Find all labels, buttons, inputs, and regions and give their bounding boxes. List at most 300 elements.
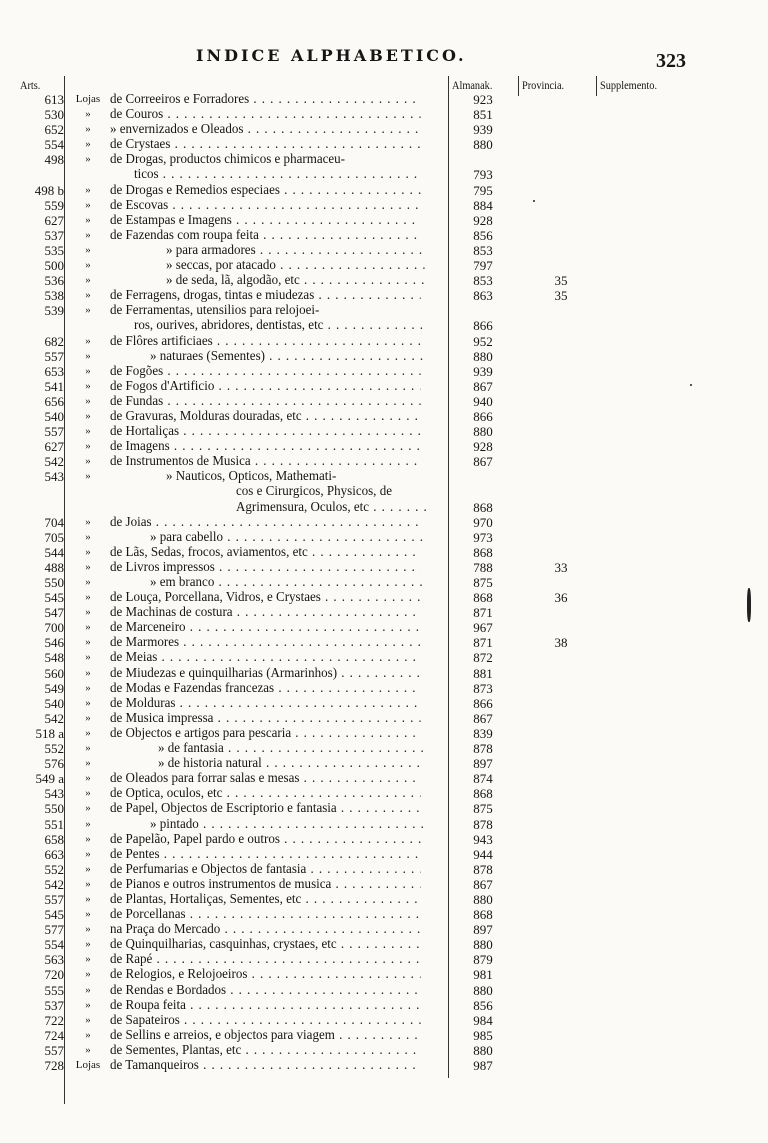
almanak-page: 944 [473, 846, 493, 862]
index-entry [0, 394, 768, 409]
almanak-page: 880 [473, 891, 493, 907]
ditto-mark: » [85, 923, 91, 936]
index-entry [0, 409, 768, 424]
almanak-page: 878 [473, 816, 493, 832]
entry-description: » para cabello . . . [150, 530, 423, 545]
article-number: 538 [44, 288, 64, 304]
index-entry [0, 560, 768, 575]
article-number: 544 [44, 544, 64, 560]
entry-description: de Roupa feita . . . [110, 998, 421, 1013]
entry-description: » de historia natural . . . [158, 756, 424, 771]
index-entry [0, 741, 768, 756]
article-number: 539 [44, 303, 64, 319]
article-number: 560 [44, 665, 64, 681]
entry-description: de Escovas . . . [110, 198, 421, 213]
entry-description: » Nauticos, Opticos, Mathemati- [166, 469, 337, 485]
ditto-mark: » [85, 183, 91, 196]
entry-description: de Livros impressos . . . [110, 560, 421, 575]
article-number: 536 [44, 273, 64, 289]
almanak-page: 788 [473, 559, 493, 575]
article-number: 518 a [35, 725, 64, 741]
ditto-mark: » [85, 560, 91, 573]
ditto-mark: » [85, 394, 91, 407]
article-number: 549 a [35, 771, 64, 787]
entry-description: de Optica, oculos, etc . . . [110, 786, 421, 801]
ditto-mark: » [85, 304, 91, 317]
index-entry [0, 484, 768, 499]
ditto-mark: » [85, 364, 91, 377]
ink-speck [533, 200, 535, 202]
almanak-page: 952 [473, 333, 493, 349]
entry-description: Agrimensura, Oculos, etc . . . [236, 500, 429, 515]
almanak-page: 880 [473, 424, 493, 440]
index-entry [0, 983, 768, 998]
article-number: 557 [44, 348, 64, 364]
ditto-mark: » [85, 153, 91, 166]
ditto-mark: » [85, 636, 91, 649]
almanak-page: 880 [473, 937, 493, 953]
article-number: 613 [44, 92, 64, 107]
provincia-page: 36 [554, 590, 568, 606]
index-entry [0, 726, 768, 741]
index-entry [0, 288, 768, 303]
index-entry [0, 258, 768, 273]
almanak-page: 881 [473, 665, 493, 681]
article-number: 540 [44, 695, 64, 711]
article-number: 549 [44, 680, 64, 696]
entry-description: de Marceneiro . . . [110, 620, 421, 635]
index-entry [0, 605, 768, 620]
ditto-mark: » [85, 938, 91, 951]
ditto-mark: » [85, 379, 91, 392]
article-number: 656 [44, 393, 64, 409]
ditto-mark: Lojas [75, 1059, 101, 1071]
ditto-mark: » [85, 409, 91, 422]
index-entry [0, 364, 768, 379]
almanak-page: 878 [473, 741, 493, 757]
almanak-page: 868 [473, 544, 493, 560]
article-number: 563 [44, 952, 64, 968]
almanak-page: 856 [473, 227, 493, 243]
article-number: 552 [44, 741, 64, 757]
ditto-mark: Lojas [75, 93, 101, 105]
article-number: 552 [44, 861, 64, 877]
entry-description: de Louça, Porcellana, Vidros, e Crystaes . . . [110, 590, 421, 605]
index-entry [0, 1013, 768, 1028]
entry-description: de Drogas, productos chimicos e pharmaceu- [110, 152, 346, 168]
entry-description: cos e Cirurgicos, Physicos, de [236, 484, 392, 500]
index-entry [0, 500, 768, 515]
entry-description: de Estampas e Imagens . . . [110, 213, 421, 228]
almanak-page: 973 [473, 529, 493, 545]
article-number: 653 [44, 363, 64, 379]
ink-speck [747, 588, 751, 622]
almanak-page: 795 [473, 182, 493, 198]
article-number: 627 [44, 439, 64, 455]
index-entries [0, 92, 768, 1073]
index-entry [0, 545, 768, 560]
article-number: 682 [44, 333, 64, 349]
almanak-page: 875 [473, 575, 493, 590]
ditto-mark: » [85, 576, 91, 588]
entry-description: de Ferragens, drogas, tintas e miudezas . . . [110, 288, 421, 303]
article-number: 541 [44, 378, 64, 394]
column-header-supplemento: Supplemento. [600, 78, 658, 92]
almanak-page: 868 [473, 907, 493, 923]
almanak-page: 875 [473, 801, 493, 817]
entry-description: de Miudezas e quinquilharias (Armarinhos) . . . [110, 666, 421, 681]
entry-description: de Hortaliças . . . [110, 424, 421, 439]
article-number: 498 b [34, 182, 64, 198]
ditto-mark: » [85, 998, 91, 1011]
entry-description: de Imagens . . . [110, 439, 421, 454]
entry-description: de Fazendas com roupa feita . . . [110, 228, 421, 243]
ditto-mark: » [85, 606, 91, 619]
entry-description: de Sellins e arreios, e objectos para viagem . . . [110, 1028, 421, 1043]
index-entry [0, 107, 768, 122]
article-number: 724 [44, 1027, 64, 1043]
entry-description: de Gravuras, Molduras douradas, etc . . . [110, 409, 421, 424]
provincia-page: 38 [554, 635, 568, 651]
column-header-provincia: Provincia. [522, 78, 565, 92]
entry-description: de Objectos e artigos para pescaria . . . [110, 726, 421, 741]
almanak-page: 866 [473, 408, 493, 424]
almanak-page: 984 [473, 1012, 493, 1028]
article-number: 557 [44, 424, 64, 440]
page-title: INDICE ALPHABETICO. [196, 46, 467, 65]
ditto-mark: » [85, 892, 91, 905]
ditto-mark: » [85, 742, 91, 755]
entry-description: de Modas e Fazendas francezas . . . [110, 681, 421, 696]
ditto-mark: » [85, 877, 91, 890]
entry-description: » envernizados e Oleados . . . [110, 122, 421, 137]
almanak-page: 880 [473, 137, 493, 153]
ditto-mark: » [85, 621, 91, 634]
almanak-page: 863 [473, 288, 493, 304]
index-entry [0, 862, 768, 877]
index-entry [0, 756, 768, 771]
ditto-mark: » [85, 832, 91, 845]
index-entry [0, 922, 768, 937]
ditto-mark: » [85, 757, 91, 770]
entry-description: de Pentes . . . [110, 847, 421, 862]
article-number: 559 [44, 197, 64, 213]
article-number: 554 [44, 137, 64, 153]
ditto-mark: » [85, 334, 91, 347]
ditto-mark: » [85, 817, 91, 830]
index-entry [0, 303, 768, 318]
index-entry [0, 937, 768, 952]
article-number: 530 [44, 107, 64, 123]
ditto-mark: » [85, 108, 91, 121]
almanak-page: 923 [473, 92, 493, 107]
entry-description: de Quinquilharias, casquinhas, crystaes, etc . . . [110, 937, 421, 952]
article-number: 555 [44, 982, 64, 998]
almanak-page: 879 [473, 952, 493, 968]
entry-description: de Sapateiros . . . [110, 1013, 421, 1028]
ditto-mark: » [85, 259, 91, 272]
almanak-page: 853 [473, 242, 493, 258]
ditto-mark: » [85, 1013, 91, 1026]
index-entry [0, 1043, 768, 1058]
article-number: 700 [44, 620, 64, 636]
almanak-page: 839 [473, 725, 493, 741]
almanak-page: 867 [473, 876, 493, 892]
entry-description: » de fantasia . . . [158, 741, 424, 756]
article-number: 488 [44, 559, 64, 575]
ditto-mark: » [85, 243, 91, 256]
index-entry [0, 786, 768, 801]
entry-description: de Oleados para forrar salas e mesas . . . [110, 771, 421, 786]
index-entry [0, 379, 768, 394]
ink-speck [690, 384, 692, 386]
index-entry [0, 590, 768, 605]
entry-description: de Porcellanas . . . [110, 907, 421, 922]
entry-description: de Drogas e Remedios especiaes . . . [110, 183, 421, 198]
article-number: 577 [44, 922, 64, 938]
index-entry [0, 1028, 768, 1043]
article-number: 704 [44, 514, 64, 530]
article-number: 535 [44, 242, 64, 258]
article-number: 652 [44, 122, 64, 138]
index-entry [0, 650, 768, 665]
index-entry [0, 967, 768, 982]
almanak-page: 866 [473, 318, 493, 334]
almanak-page: 939 [473, 122, 493, 138]
almanak-page: 868 [473, 590, 493, 606]
entry-description: de Ferramentas, utensilios para relojoei- [110, 303, 320, 319]
almanak-page: 867 [473, 454, 493, 470]
almanak-page: 874 [473, 771, 493, 787]
page-number: 323 [656, 50, 686, 72]
index-entry [0, 635, 768, 650]
entry-description: de Joias . . . [110, 515, 421, 530]
almanak-page: 880 [473, 348, 493, 364]
almanak-page: 866 [473, 695, 493, 711]
entry-description: de Musica impressa . . . [110, 711, 421, 726]
ditto-mark: » [85, 455, 91, 468]
almanak-page: 939 [473, 363, 493, 379]
entry-description: ros, ourives, abridores, dentistas, etc . . . [134, 318, 422, 333]
ditto-mark: » [85, 591, 91, 604]
ditto-mark: » [85, 274, 91, 287]
index-entry [0, 817, 768, 832]
article-number: 551 [44, 816, 64, 832]
ditto-mark: » [85, 847, 91, 860]
ditto-mark: » [85, 696, 91, 709]
index-entry [0, 711, 768, 726]
ditto-mark: » [85, 515, 91, 528]
entry-description: de Lãs, Sedas, frocos, aviamentos, etc . . . [110, 545, 421, 560]
index-entry [0, 696, 768, 711]
entry-description: de Flôres artificiaes . . . [110, 334, 421, 349]
almanak-page: 873 [473, 680, 493, 696]
ditto-mark: » [85, 470, 91, 483]
almanak-page: 793 [473, 167, 493, 183]
ditto-mark: » [85, 726, 91, 739]
ditto-mark: » [85, 908, 91, 921]
entry-description: de Plantas, Hortaliças, Sementes, etc . . . [110, 892, 421, 907]
almanak-page: 897 [473, 756, 493, 772]
article-number: 546 [44, 635, 64, 651]
article-number: 498 [44, 152, 64, 168]
index-entry [0, 952, 768, 967]
index-entry [0, 167, 768, 182]
entry-description: de Fundas . . . [110, 394, 421, 409]
ditto-mark: » [85, 651, 91, 664]
ditto-mark: » [85, 138, 91, 151]
ditto-mark: » [85, 213, 91, 226]
article-number: 543 [44, 469, 64, 485]
article-number: 545 [44, 907, 64, 923]
article-number: 542 [44, 876, 64, 892]
ditto-mark: » [85, 802, 91, 815]
article-number: 542 [44, 710, 64, 726]
ditto-mark: » [85, 349, 91, 362]
ditto-mark: » [85, 983, 91, 996]
almanak-page: 943 [473, 831, 493, 847]
almanak-page: 981 [473, 967, 493, 983]
almanak-page: 856 [473, 997, 493, 1013]
ditto-mark: » [85, 545, 91, 558]
almanak-page: 867 [473, 378, 493, 394]
index-entry [0, 228, 768, 243]
index-entry [0, 92, 768, 107]
article-number: 720 [44, 967, 64, 983]
article-number: 627 [44, 212, 64, 228]
article-number: 658 [44, 831, 64, 847]
entry-description: » pintado . . . [150, 817, 423, 832]
index-entry [0, 666, 768, 681]
ditto-mark: » [85, 1043, 91, 1056]
ditto-mark: » [85, 289, 91, 302]
almanak-page: 878 [473, 861, 493, 877]
article-number: 557 [44, 1042, 64, 1058]
article-number: 545 [44, 590, 64, 606]
index-entry [0, 681, 768, 696]
index-entry [0, 515, 768, 530]
entry-description: » em branco . . . [150, 575, 423, 590]
article-number: 537 [44, 997, 64, 1013]
index-entry [0, 575, 768, 590]
entry-description: de Couros . . . [110, 107, 421, 122]
entry-description: de Relogios, e Relojoeiros . . . [110, 967, 421, 982]
almanak-page: 940 [473, 393, 493, 409]
column-header-arts: Arts. [20, 78, 41, 92]
index-entry [0, 152, 768, 167]
article-number: 550 [44, 801, 64, 817]
article-number: 728 [44, 1058, 64, 1073]
entry-description: de Correeiros e Forradores . . . [110, 92, 421, 107]
entry-description: de Rendas e Bordados . . . [110, 983, 421, 998]
almanak-page: 897 [473, 922, 493, 938]
entry-description: na Praça do Mercado . . . [110, 922, 421, 937]
index-entry [0, 243, 768, 258]
provincia-page: 35 [554, 273, 568, 289]
provincia-page: 35 [554, 288, 568, 304]
ditto-mark: » [85, 1028, 91, 1041]
almanak-page: 880 [473, 982, 493, 998]
almanak-page: 987 [473, 1058, 493, 1073]
article-number: 543 [44, 786, 64, 802]
entry-description: de Papelão, Papel pardo e outros . . . [110, 832, 421, 847]
ditto-mark: » [85, 123, 91, 136]
article-number: 540 [44, 408, 64, 424]
index-entry [0, 801, 768, 816]
index-entry [0, 530, 768, 545]
entry-description: de Marmores . . . [110, 635, 421, 650]
ditto-mark: » [85, 228, 91, 241]
entry-description: » seccas, por atacado . . . [166, 258, 425, 273]
provincia-page: 33 [554, 559, 568, 575]
ditto-mark: » [85, 530, 91, 543]
index-entry [0, 1058, 768, 1073]
index-entry [0, 183, 768, 198]
almanak-page: 851 [473, 107, 493, 123]
almanak-page: 868 [473, 786, 493, 802]
index-entry [0, 620, 768, 635]
index-entry [0, 892, 768, 907]
almanak-page: 880 [473, 1042, 493, 1058]
ditto-mark: » [85, 425, 91, 438]
index-entry [0, 907, 768, 922]
entry-description: » para armadores . . . [166, 243, 425, 258]
almanak-page: 868 [473, 499, 493, 515]
entry-description: de Pianos e outros instrumentos de musica . . . [110, 877, 421, 892]
ditto-mark: » [85, 862, 91, 875]
entry-description: de Papel, Objectos de Escriptorio e fantasia . . . [110, 801, 421, 816]
entry-description: de Perfumarias e Objectos de fantasia . . . [110, 862, 421, 877]
entry-description: ticos . . . [134, 167, 422, 182]
index-entry [0, 832, 768, 847]
almanak-page: 928 [473, 439, 493, 455]
ditto-mark: » [85, 198, 91, 211]
entry-description: » de seda, lã, algodão, etc . . . [166, 273, 425, 288]
index-entry [0, 439, 768, 454]
article-number: 576 [44, 756, 64, 772]
entry-description: de Machinas de costura . . . [110, 605, 421, 620]
article-number: 542 [44, 454, 64, 470]
ditto-mark: » [85, 681, 91, 694]
entry-description: de Fogões . . . [110, 364, 421, 379]
index-entry [0, 198, 768, 213]
index-entry [0, 137, 768, 152]
almanak-page: 853 [473, 273, 493, 289]
index-entry [0, 847, 768, 862]
entry-description: de Sementes, Plantas, etc . . . [110, 1043, 421, 1058]
article-number: 722 [44, 1012, 64, 1028]
index-entry [0, 318, 768, 333]
entry-description: de Crystaes . . . [110, 137, 421, 152]
index-entry [0, 469, 768, 484]
almanak-page: 884 [473, 197, 493, 213]
article-number: 500 [44, 258, 64, 274]
article-number: 550 [44, 575, 64, 590]
ditto-mark: » [85, 968, 91, 981]
entry-description: de Molduras . . . [110, 696, 421, 711]
ditto-mark: » [85, 772, 91, 785]
article-number: 663 [44, 846, 64, 862]
almanak-page: 985 [473, 1027, 493, 1043]
almanak-page: 871 [473, 605, 493, 621]
entry-description: de Fogos d'Artificio . . . [110, 379, 421, 394]
entry-description: de Rapé . . . [110, 952, 421, 967]
entry-description: de Meias . . . [110, 650, 421, 665]
entry-description: de Instrumentos de Musica . . . [110, 454, 421, 469]
index-entry [0, 122, 768, 137]
index-entry [0, 213, 768, 228]
ditto-mark: » [85, 440, 91, 453]
